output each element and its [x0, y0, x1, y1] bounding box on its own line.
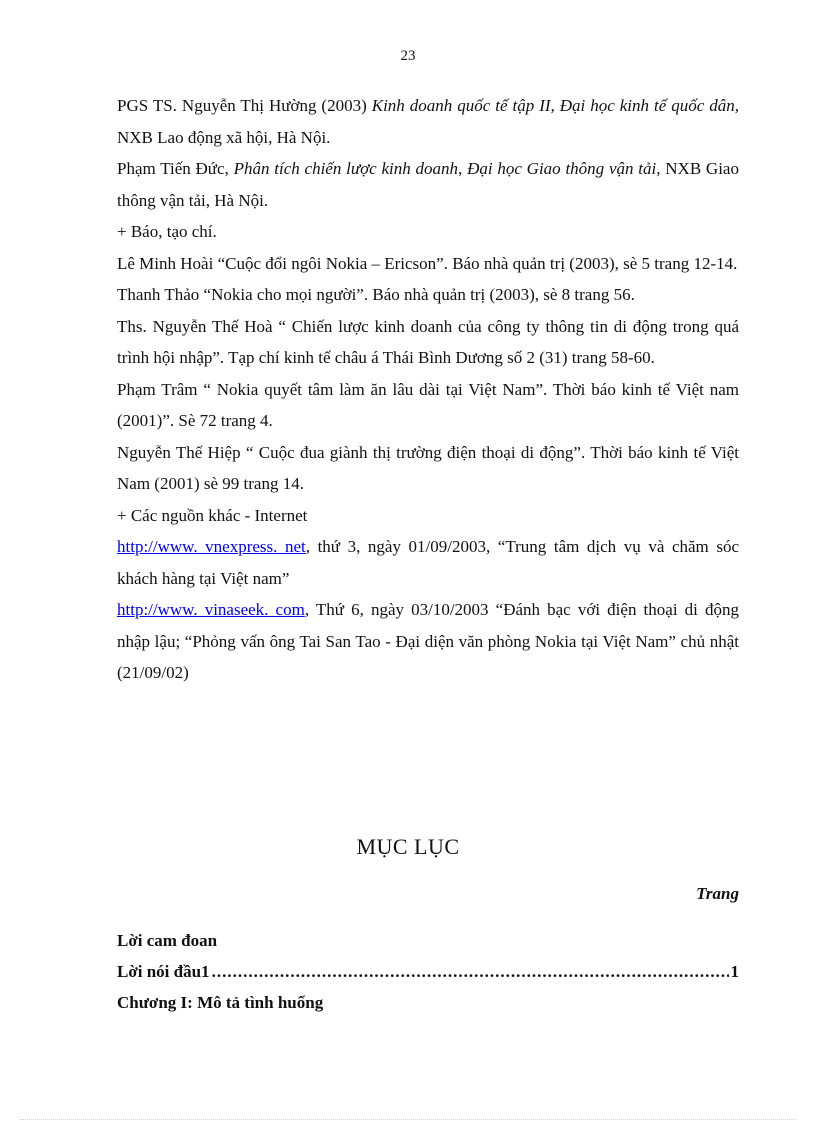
- reference-entry: Lê Minh Hoài “Cuộc đổi ngôi Nokia – Ericson”. Báo nhà quản trị (2003), sè 5 trang 12-14.: [117, 253, 738, 273]
- ref-author: Phạm Tiến Đức,: [117, 159, 234, 178]
- ref-publisher: NXB Lao động xã hội, Hà Nội.: [117, 127, 331, 147]
- toc-item[interactable]: [117, 987, 739, 1018]
- toc-title: MỤC LỤC: [356, 834, 460, 859]
- toc-item[interactable]: [117, 956, 739, 987]
- references: [117, 90, 739, 689]
- reference-entry: Phạm Trâm “ Nokia quyết tâm làm ăn lâu dài tại Việt Nam”. Thời báo kinh tế Việt nam (2001)”. Sè 72 trang 4.: [117, 379, 739, 430]
- table-of-contents: [117, 925, 739, 1018]
- toc-item-label: Lời cam đoan: [117, 931, 218, 950]
- toc-item[interactable]: [117, 925, 739, 956]
- reference-entry: [117, 153, 739, 216]
- toc-item-page: 1: [730, 962, 739, 981]
- reference-entry: Ths. Nguyễn Thế Hoà “ Chiến lược kinh doanh của công ty thông tin di động trong quá trình hội nhập”. Tạp chí kinh tế châu á Thái Bình Dương số 2 (31) trang 58-60.: [117, 316, 739, 367]
- page-bottom-rule: [20, 1119, 796, 1120]
- vinaseek-link[interactable]: http://www. vinaseek. com: [117, 600, 305, 619]
- ref-publisher: NXB Giao thông vận tải, Hà Nội.: [117, 159, 739, 210]
- vnexpress-link[interactable]: http://www. vnexpress. net: [117, 537, 306, 556]
- ref-title: Kinh doanh quốc tế tập II, Đại học kinh tế quốc dân,: [371, 96, 739, 115]
- ref-text: , Thứ 6, ngày 03/10/2003 “Đánh bạc với điện thoại di động nhập lậu; “Phỏng vấn ông Tai San Tao - Đại diện văn phòng Nokia tại Việt Nam” chủ nhật (21/09/02): [117, 600, 739, 682]
- reference-entry: [117, 594, 739, 689]
- toc-leader-dots: [212, 956, 729, 987]
- reference-entry: Thanh Thảo “Nokia cho mọi người”. Báo nhà quản trị (2003), sè 8 trang 56.: [117, 285, 635, 304]
- reference-entry: [117, 531, 739, 594]
- ref-author: PGS TS. Nguyễn Thị Hường (2003): [117, 96, 372, 115]
- reference-section-heading: + Báo, tạo chí.: [117, 222, 217, 241]
- toc-item-label: Chương I: Mô tả tình huống: [117, 993, 324, 1012]
- reference-entry: Nguyễn Thế Hiệp “ Cuộc đua giành thị trường điện thoại di động”. Thời báo kinh tế Việt Nam (2001) sè 99 trang 14.: [117, 442, 739, 493]
- toc-item-label: Lời nói đầu1: [117, 962, 210, 981]
- reference-entry: [117, 90, 739, 153]
- toc-page-column-label: Trang: [696, 884, 739, 903]
- ref-title: Phân tích chiến lược kinh doanh, Đại học Giao thông vận tải,: [233, 159, 661, 178]
- reference-section-heading: + Các nguồn khác - Internet: [117, 505, 308, 525]
- ref-text: , thứ 3, ngày 01/09/2003, “Trung tâm dịch vụ và chăm sóc khách hàng tại Việt nam”: [117, 537, 739, 588]
- page-number: 23: [400, 48, 416, 64]
